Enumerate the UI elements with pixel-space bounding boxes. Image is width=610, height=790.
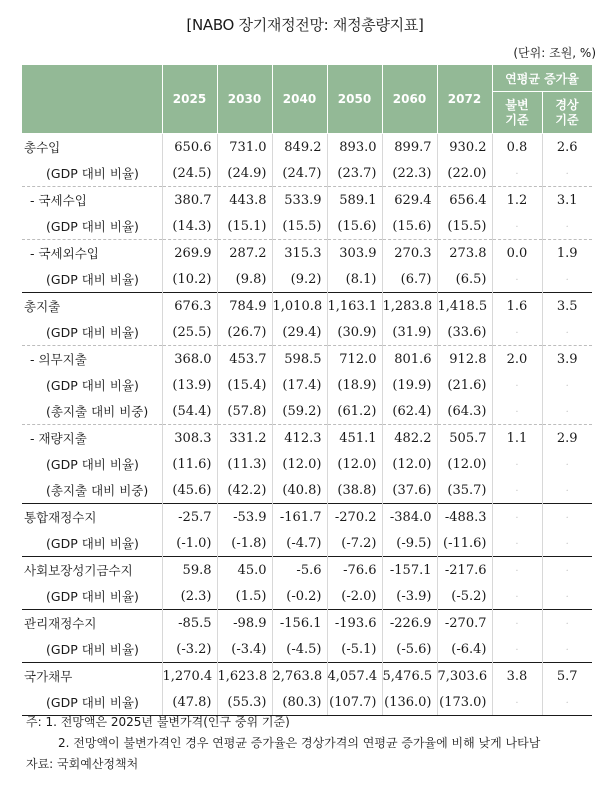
cell-rate bbox=[492, 213, 542, 240]
cell-value: (15.5) bbox=[437, 213, 492, 240]
cell-rate bbox=[542, 319, 592, 346]
cell-value: (26.7) bbox=[217, 319, 272, 346]
cell-rate bbox=[542, 504, 592, 531]
rate-value: 2.6 bbox=[556, 139, 578, 155]
rate-value: · bbox=[515, 327, 519, 339]
table-row bbox=[22, 583, 592, 610]
header-year: 2030 bbox=[217, 65, 272, 134]
cell-value: -76.6 bbox=[327, 557, 382, 584]
row-label: (GDP 대비 비율) bbox=[46, 325, 139, 340]
rate-value: · bbox=[515, 459, 519, 471]
cell-value: 1,010.8 bbox=[272, 293, 327, 320]
cell-value: (47.8) bbox=[162, 689, 217, 716]
cell-value: -5.6 bbox=[272, 557, 327, 584]
cell-value: 315.3 bbox=[272, 240, 327, 267]
cell-rate bbox=[542, 583, 592, 610]
cell-rate bbox=[542, 160, 592, 187]
cell-value: 331.2 bbox=[217, 425, 272, 452]
cell-rate bbox=[492, 610, 542, 637]
cell-value: (12.0) bbox=[437, 451, 492, 477]
cell-value: (-6.4) bbox=[437, 636, 492, 663]
cell-value: (45.6) bbox=[162, 477, 217, 504]
cell-value: (24.5) bbox=[162, 160, 217, 187]
cell-value: 412.3 bbox=[272, 425, 327, 452]
rate-value: 2.0 bbox=[506, 351, 528, 367]
rate-value: · bbox=[565, 274, 569, 286]
row-label: 사회보장성기금수지 bbox=[22, 557, 162, 584]
table-row bbox=[22, 504, 592, 531]
cell-value: 505.7 bbox=[437, 425, 492, 452]
cell-value: 308.3 bbox=[162, 425, 217, 452]
cell-rate bbox=[492, 583, 542, 610]
cell-value: (1.5) bbox=[217, 583, 272, 610]
row-label: (GDP 대비 비율) bbox=[46, 219, 139, 234]
cell-value: (173.0) bbox=[437, 689, 492, 716]
cell-value: (40.8) bbox=[272, 477, 327, 504]
row-label: (GDP 대비 비율) bbox=[46, 166, 139, 181]
cell-value: (24.9) bbox=[217, 160, 272, 187]
table-row bbox=[22, 160, 592, 187]
cell-value: 303.9 bbox=[327, 240, 382, 267]
header-rate-nominal: 경상 기준 bbox=[542, 92, 592, 134]
cell-value: (15.6) bbox=[382, 213, 437, 240]
rate-value: · bbox=[565, 485, 569, 497]
cell-value: (-5.1) bbox=[327, 636, 382, 663]
cell-value: (-7.2) bbox=[327, 530, 382, 557]
rate-value: · bbox=[565, 380, 569, 392]
rate-value: · bbox=[515, 591, 519, 603]
rate-value: · bbox=[565, 697, 569, 709]
rate-value: · bbox=[565, 221, 569, 233]
rate-value: · bbox=[515, 538, 519, 550]
cell-value: (35.7) bbox=[437, 477, 492, 504]
cell-value: (22.3) bbox=[382, 160, 437, 187]
rate-value: · bbox=[565, 538, 569, 550]
cell-value: (9.2) bbox=[272, 266, 327, 293]
cell-value: 629.4 bbox=[382, 187, 437, 214]
cell-rate bbox=[542, 689, 592, 716]
rate-value: 3.1 bbox=[556, 192, 578, 208]
cell-value: (-3.4) bbox=[217, 636, 272, 663]
cell-value: -488.3 bbox=[437, 504, 492, 531]
cell-value: (55.3) bbox=[217, 689, 272, 716]
cell-value: -157.1 bbox=[382, 557, 437, 584]
cell-rate bbox=[492, 477, 542, 504]
rate-value: · bbox=[565, 512, 569, 524]
cell-value: -226.9 bbox=[382, 610, 437, 637]
rate-value: · bbox=[515, 221, 519, 233]
rate-value: · bbox=[515, 565, 519, 577]
cell-rate bbox=[542, 636, 592, 663]
rate-value: 0.0 bbox=[506, 245, 528, 261]
cell-value: 453.7 bbox=[217, 346, 272, 373]
cell-rate bbox=[542, 425, 592, 452]
rate-value: 1.9 bbox=[556, 245, 578, 261]
cell-rate bbox=[542, 477, 592, 504]
cell-value: (107.7) bbox=[327, 689, 382, 716]
cell-rate bbox=[542, 346, 592, 373]
cell-value: -193.6 bbox=[327, 610, 382, 637]
cell-value: 712.0 bbox=[327, 346, 382, 373]
table-row bbox=[22, 636, 592, 663]
cell-value: 589.1 bbox=[327, 187, 382, 214]
cell-value: 269.9 bbox=[162, 240, 217, 267]
fiscal-aggregates-table bbox=[22, 64, 593, 716]
rate-value: · bbox=[565, 644, 569, 656]
cell-rate bbox=[542, 187, 592, 214]
cell-value: 5,476.5 bbox=[382, 663, 437, 690]
table-row bbox=[22, 663, 592, 690]
rate-value: 3.5 bbox=[556, 298, 578, 314]
cell-value: 380.7 bbox=[162, 187, 217, 214]
cell-value: 912.8 bbox=[437, 346, 492, 373]
header-year: 2050 bbox=[327, 65, 382, 134]
cell-value: (12.0) bbox=[272, 451, 327, 477]
row-label: (총지출 대비 비중) bbox=[46, 483, 149, 498]
cell-value: (25.5) bbox=[162, 319, 217, 346]
table-row bbox=[22, 398, 592, 425]
cell-value: 650.6 bbox=[162, 134, 217, 161]
cell-value: -384.0 bbox=[382, 504, 437, 531]
table-row bbox=[22, 319, 592, 346]
cell-value: (-5.2) bbox=[437, 583, 492, 610]
cell-value: (30.9) bbox=[327, 319, 382, 346]
rate-value: · bbox=[565, 618, 569, 630]
row-label: (GDP 대비 비율) bbox=[46, 536, 139, 551]
rate-value: · bbox=[515, 697, 519, 709]
footnotes bbox=[26, 712, 540, 775]
header-year: 2060 bbox=[382, 65, 437, 134]
cell-value: 598.5 bbox=[272, 346, 327, 373]
cell-value: (61.2) bbox=[327, 398, 382, 425]
row-label: (GDP 대비 비율) bbox=[46, 589, 139, 604]
cell-value: (33.6) bbox=[437, 319, 492, 346]
row-label: 국가채무 bbox=[22, 663, 162, 690]
rate-value: · bbox=[565, 406, 569, 418]
cell-value: (-5.6) bbox=[382, 636, 437, 663]
rate-value: 1.1 bbox=[506, 430, 528, 446]
rate-value: · bbox=[515, 485, 519, 497]
rate-value: · bbox=[565, 591, 569, 603]
cell-rate bbox=[492, 319, 542, 346]
rate-value: 5.7 bbox=[556, 668, 578, 684]
cell-value: (57.8) bbox=[217, 398, 272, 425]
cell-value: (13.9) bbox=[162, 372, 217, 398]
rate-value: · bbox=[565, 327, 569, 339]
rate-value: · bbox=[515, 644, 519, 656]
cell-value: (6.5) bbox=[437, 266, 492, 293]
cell-value: 893.0 bbox=[327, 134, 382, 161]
row-label: - 재량지출 bbox=[22, 425, 162, 452]
cell-rate bbox=[492, 504, 542, 531]
cell-value: 273.8 bbox=[437, 240, 492, 267]
cell-rate bbox=[492, 451, 542, 477]
row-label: (총지출 대비 비중) bbox=[46, 404, 149, 419]
cell-value: 443.8 bbox=[217, 187, 272, 214]
cell-rate bbox=[492, 636, 542, 663]
row-label: (GDP 대비 비율) bbox=[22, 689, 162, 716]
cell-value: (80.3) bbox=[272, 689, 327, 716]
cell-value: (-4.5) bbox=[272, 636, 327, 663]
header-year: 2040 bbox=[272, 65, 327, 134]
cell-value: (12.0) bbox=[327, 451, 382, 477]
cell-value: (19.9) bbox=[382, 372, 437, 398]
cell-rate bbox=[542, 293, 592, 320]
cell-value: (-1.8) bbox=[217, 530, 272, 557]
table-row bbox=[22, 557, 592, 584]
cell-value: (15.5) bbox=[272, 213, 327, 240]
cell-value: -270.7 bbox=[437, 610, 492, 637]
table-row bbox=[22, 477, 592, 504]
table-title: [NABO 장기재정전망: 재정총량지표] bbox=[186, 16, 424, 34]
cell-rate bbox=[492, 160, 542, 187]
cell-rate bbox=[542, 451, 592, 477]
cell-value: (8.1) bbox=[327, 266, 382, 293]
cell-value: -53.9 bbox=[217, 504, 272, 531]
cell-value: 287.2 bbox=[217, 240, 272, 267]
row-label: 관리재정수지 bbox=[22, 610, 162, 637]
table-row bbox=[22, 372, 592, 398]
cell-value: 930.2 bbox=[437, 134, 492, 161]
cell-value: 368.0 bbox=[162, 346, 217, 373]
source-note: 자료: 국회예산정책처 bbox=[26, 757, 139, 771]
cell-rate bbox=[492, 266, 542, 293]
cell-value: 899.7 bbox=[382, 134, 437, 161]
cell-value: (-2.0) bbox=[327, 583, 382, 610]
cell-rate bbox=[492, 557, 542, 584]
cell-rate bbox=[492, 530, 542, 557]
cell-value: (42.2) bbox=[217, 477, 272, 504]
cell-rate bbox=[492, 240, 542, 267]
cell-value: (18.9) bbox=[327, 372, 382, 398]
cell-value: (29.4) bbox=[272, 319, 327, 346]
cell-value: (14.3) bbox=[162, 213, 217, 240]
footnote: 주: 1. 전망액은 2025년 불변가격(인구 중위 기준) bbox=[26, 715, 290, 729]
cell-value: 849.2 bbox=[272, 134, 327, 161]
cell-value: (24.7) bbox=[272, 160, 327, 187]
cell-value: (-4.7) bbox=[272, 530, 327, 557]
rate-value: · bbox=[515, 512, 519, 524]
cell-value: (23.7) bbox=[327, 160, 382, 187]
row-label: (GDP 대비 비율) bbox=[46, 457, 139, 472]
cell-rate bbox=[492, 663, 542, 690]
cell-rate bbox=[492, 346, 542, 373]
rate-value: · bbox=[515, 168, 519, 180]
cell-value: (-1.0) bbox=[162, 530, 217, 557]
rate-value: 0.8 bbox=[506, 139, 528, 155]
cell-rate bbox=[492, 398, 542, 425]
cell-value: 1,418.5 bbox=[437, 293, 492, 320]
header-corner bbox=[22, 65, 162, 134]
cell-value: (64.3) bbox=[437, 398, 492, 425]
cell-value: (59.2) bbox=[272, 398, 327, 425]
cell-value: 533.9 bbox=[272, 187, 327, 214]
cell-rate bbox=[542, 663, 592, 690]
cell-value: 482.2 bbox=[382, 425, 437, 452]
cell-value: (11.3) bbox=[217, 451, 272, 477]
header-rate-constant: 불변 기준 bbox=[492, 92, 542, 134]
cell-rate bbox=[492, 134, 542, 161]
cell-value: -156.1 bbox=[272, 610, 327, 637]
row-label: - 국세외수입 bbox=[22, 240, 162, 267]
rate-value: 3.8 bbox=[506, 668, 528, 684]
cell-value: -98.9 bbox=[217, 610, 272, 637]
table-row bbox=[22, 293, 592, 320]
cell-value: (15.4) bbox=[217, 372, 272, 398]
rate-value: · bbox=[515, 618, 519, 630]
table-row bbox=[22, 187, 592, 214]
cell-value: -270.2 bbox=[327, 504, 382, 531]
cell-value: (-9.5) bbox=[382, 530, 437, 557]
cell-value: 2,763.8 bbox=[272, 663, 327, 690]
cell-value: (38.8) bbox=[327, 477, 382, 504]
cell-value: (6.7) bbox=[382, 266, 437, 293]
cell-rate bbox=[542, 557, 592, 584]
cell-rate bbox=[542, 134, 592, 161]
cell-value: (37.6) bbox=[382, 477, 437, 504]
rate-value: 1.6 bbox=[506, 298, 528, 314]
table-row bbox=[22, 213, 592, 240]
cell-value: -161.7 bbox=[272, 504, 327, 531]
cell-rate bbox=[542, 610, 592, 637]
cell-value: (54.4) bbox=[162, 398, 217, 425]
cell-rate bbox=[542, 266, 592, 293]
row-label: 총지출 bbox=[22, 293, 162, 320]
table-row bbox=[22, 346, 592, 373]
rate-value: 1.2 bbox=[506, 192, 528, 208]
cell-value: (-3.9) bbox=[382, 583, 437, 610]
table-row bbox=[22, 266, 592, 293]
row-label: (GDP 대비 비율) bbox=[46, 378, 139, 393]
rate-value: · bbox=[515, 406, 519, 418]
header-year: 2025 bbox=[162, 65, 217, 134]
cell-value: (15.6) bbox=[327, 213, 382, 240]
cell-value: 451.1 bbox=[327, 425, 382, 452]
cell-value: 784.9 bbox=[217, 293, 272, 320]
rate-value: 2.9 bbox=[556, 430, 578, 446]
cell-value: -217.6 bbox=[437, 557, 492, 584]
rate-value: 3.9 bbox=[556, 351, 578, 367]
table-body bbox=[22, 134, 592, 716]
row-label: - 의무지출 bbox=[22, 346, 162, 373]
cell-value: -85.5 bbox=[162, 610, 217, 637]
cell-value: 731.0 bbox=[217, 134, 272, 161]
cell-value: (62.4) bbox=[382, 398, 437, 425]
cell-rate bbox=[542, 398, 592, 425]
cell-value: 270.3 bbox=[382, 240, 437, 267]
cell-rate bbox=[492, 372, 542, 398]
cell-rate bbox=[542, 240, 592, 267]
cell-rate bbox=[542, 530, 592, 557]
header-rate-group: 연평균 증가율 bbox=[492, 65, 592, 92]
cell-value: (11.6) bbox=[162, 451, 217, 477]
cell-rate bbox=[492, 187, 542, 214]
row-label: 통합재정수지 bbox=[22, 504, 162, 531]
cell-value: (15.1) bbox=[217, 213, 272, 240]
cell-value: 656.4 bbox=[437, 187, 492, 214]
cell-value: 1,283.8 bbox=[382, 293, 437, 320]
cell-value: 801.6 bbox=[382, 346, 437, 373]
cell-value: 59.8 bbox=[162, 557, 217, 584]
cell-value: (-0.2) bbox=[272, 583, 327, 610]
table-row bbox=[22, 134, 592, 161]
rate-value: · bbox=[565, 168, 569, 180]
cell-value: -25.7 bbox=[162, 504, 217, 531]
rate-value: · bbox=[515, 274, 519, 286]
footnote: 2. 전망액이 불변가격인 경우 연평균 증가율은 경상가격의 연평균 증가율에 비해 낮게 나타남 bbox=[58, 736, 541, 750]
cell-value: 1,163.1 bbox=[327, 293, 382, 320]
rate-value: · bbox=[515, 380, 519, 392]
cell-value: 4,057.4 bbox=[327, 663, 382, 690]
cell-rate bbox=[492, 425, 542, 452]
cell-value: (17.4) bbox=[272, 372, 327, 398]
table-row bbox=[22, 240, 592, 267]
cell-value: (2.3) bbox=[162, 583, 217, 610]
unit-label: (단위: 조원, %) bbox=[513, 46, 596, 60]
cell-value: (31.9) bbox=[382, 319, 437, 346]
cell-rate bbox=[542, 213, 592, 240]
cell-value: (-3.2) bbox=[162, 636, 217, 663]
table-row bbox=[22, 610, 592, 637]
cell-value: (21.6) bbox=[437, 372, 492, 398]
cell-value: (136.0) bbox=[382, 689, 437, 716]
cell-rate bbox=[542, 372, 592, 398]
cell-value: (22.0) bbox=[437, 160, 492, 187]
row-label: (GDP 대비 비율) bbox=[46, 642, 139, 657]
row-label: 총수입 bbox=[22, 134, 162, 161]
cell-value: 45.0 bbox=[217, 557, 272, 584]
cell-value: (9.8) bbox=[217, 266, 272, 293]
table-row bbox=[22, 530, 592, 557]
cell-value: (-11.6) bbox=[437, 530, 492, 557]
cell-value: 1,623.8 bbox=[217, 663, 272, 690]
row-label: (GDP 대비 비율) bbox=[46, 272, 139, 287]
row-label: - 국세수입 bbox=[22, 187, 162, 214]
cell-value: 1,270.4 bbox=[162, 663, 217, 690]
rate-value: · bbox=[565, 459, 569, 471]
cell-value: 7,303.6 bbox=[437, 663, 492, 690]
cell-value: 676.3 bbox=[162, 293, 217, 320]
header-year: 2072 bbox=[437, 65, 492, 134]
cell-value: (10.2) bbox=[162, 266, 217, 293]
table-row bbox=[22, 451, 592, 477]
cell-rate bbox=[492, 293, 542, 320]
table-row bbox=[22, 425, 592, 452]
cell-value: (12.0) bbox=[382, 451, 437, 477]
rate-value: · bbox=[565, 565, 569, 577]
